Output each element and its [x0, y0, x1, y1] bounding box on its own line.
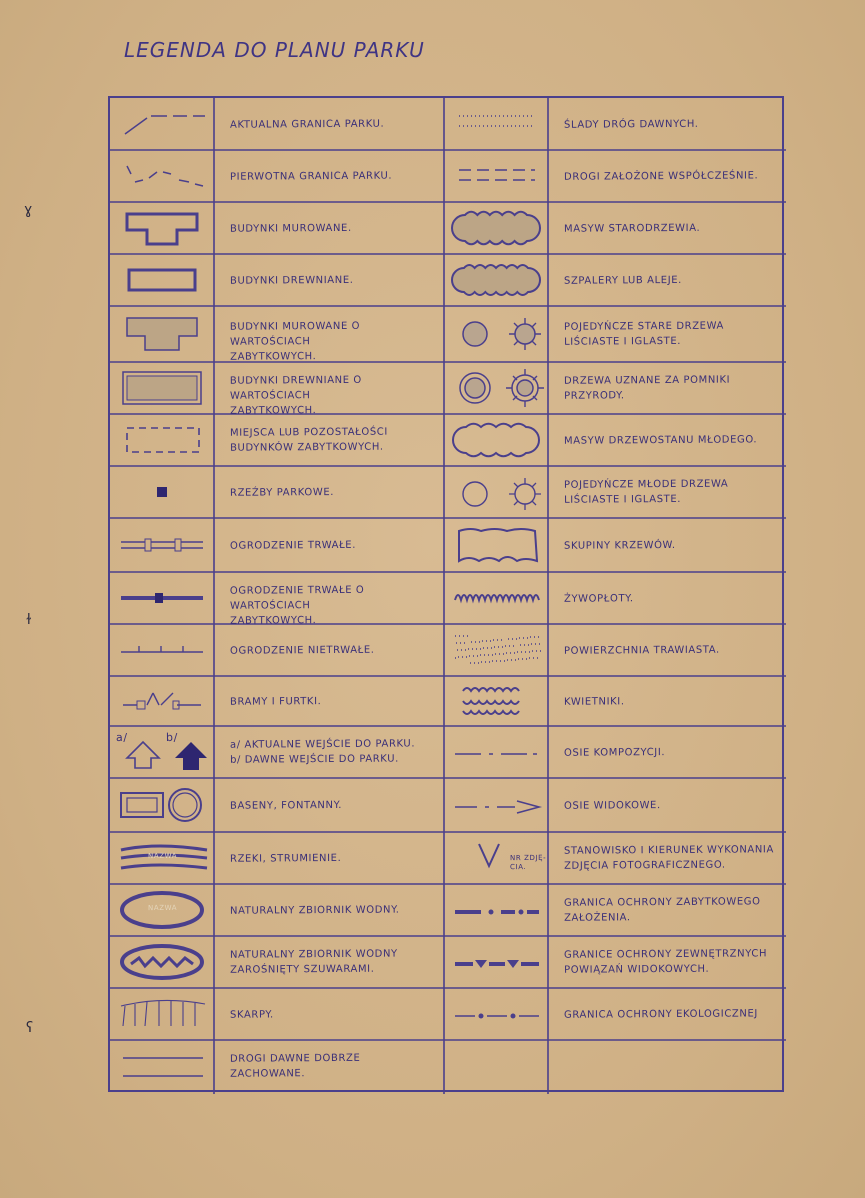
legend-label: BRAMY I FURTKI. — [229, 695, 322, 708]
old-tree-mass-icon — [451, 206, 541, 250]
legend-label: ŚLADY DRÓG DAWNYCH. — [563, 118, 699, 131]
legend-label: MASYW STARODRZEWIA. — [563, 222, 701, 235]
legend-label: BUDYNKI MUROWANE. — [229, 222, 352, 235]
gate-icon — [117, 679, 207, 723]
shrub-group-icon — [451, 523, 541, 567]
symbol-inner-text: NAZWA — [147, 903, 178, 913]
legend-label: POJEDYŃCZE STARE DRZEWA LIŚCIASTE I IGLASTE. — [563, 320, 725, 348]
legend-label: SKUPINY KRZEWÓW. — [563, 539, 676, 552]
empty-icon — [451, 1044, 541, 1088]
old-single-trees-icon — [451, 312, 541, 356]
legend-label: SZPALERY LUB ALEJE. — [563, 274, 682, 287]
legend-label: OGRODZENIE TRWAŁE O WARTOŚCIACH ZABYTKOWYCH. — [229, 584, 365, 627]
legend-label: RZEŹBY PARKOWE. — [229, 486, 335, 499]
legend-label: MIEJSCA LUB POZOSTAŁOŚCI BUDYNKÓW ZABYTKOWYCH. — [229, 426, 388, 454]
symbol-inner-text: NAZWA — [147, 851, 178, 861]
legend-label: BUDYNKI MUROWANE O WARTOŚCIACH ZABYTKOWYCH. — [229, 320, 361, 363]
legend-label: OGRODZENIE TRWAŁE. — [229, 539, 357, 552]
legend-label: GRANICE OCHRONY ZEWNĘTRZNYCH POWIĄZAŃ WIDOKOWYCH. — [563, 948, 768, 976]
old-road-traces-icon — [451, 102, 541, 146]
legend-label: DRZEWA UZNANE ZA POMNIKI PRZYRODY. — [563, 374, 731, 402]
legend-table — [108, 96, 784, 1092]
building-remains-icon — [117, 418, 207, 462]
legend-label: BASENY, FONTANNY. — [229, 799, 343, 812]
entrance-mark: b/ — [165, 730, 178, 745]
legend-label: OSIE KOMPOZYCJI. — [563, 746, 666, 759]
legend-label: AKTUALNA GRANICA PARKU. — [229, 118, 385, 131]
ecological-protection-icon — [451, 992, 541, 1036]
legend-label: NATURALNY ZBIORNIK WODNY ZAROŚNIĘTY SZUWARAMI. — [229, 948, 398, 976]
legend-label: OSIE WIDOKOWE. — [563, 799, 661, 812]
external-view-protection-icon — [451, 940, 541, 984]
legend-label: OGRODZENIE NIETRWAŁE. — [229, 644, 375, 657]
pool-fountain-icon — [117, 783, 207, 827]
legend-label: PIERWOTNA GRANICA PARKU. — [229, 170, 393, 183]
entrance-arrows-icon — [117, 730, 207, 774]
historic-masonry-building-icon — [117, 312, 207, 356]
young-tree-mass-icon — [451, 418, 541, 462]
legend-label: NATURALNY ZBIORNIK WODNY. — [229, 904, 400, 917]
margin-mark: ʕ — [26, 1020, 34, 1036]
legend-label: STANOWISKO I KIERUNEK WYKONANIA ZDJĘCIA FOTOGRAFICZNEGO. — [563, 844, 774, 872]
historic-wooden-building-icon — [117, 366, 207, 410]
permanent-fence-icon — [117, 523, 207, 567]
legend-label: RZEKI, STRUMIENIE. — [229, 852, 342, 865]
legend-label: GRANICA OCHRONY EKOLOGICZNEJ — [563, 1007, 758, 1021]
legend-label: DROGI ZAŁOŻONE WSPÓŁCZEŚNIE. — [563, 169, 759, 183]
historic-fence-icon — [117, 576, 207, 620]
wooden-building-icon — [117, 258, 207, 302]
flowerbed-icon — [451, 679, 541, 723]
view-axis-icon — [451, 783, 541, 827]
legend-label: BUDYNKI DREWNIANE O WARTOŚCIACH ZABYTKOWYCH. — [229, 374, 362, 417]
page-title: LEGENDA DO PLANU PARKU — [124, 38, 425, 62]
legend-label: BUDYNKI DREWNIANE. — [229, 274, 354, 287]
temporary-fence-icon — [117, 628, 207, 672]
young-single-trees-icon — [451, 470, 541, 514]
entrance-mark: a/ — [115, 730, 128, 745]
hedge-icon — [451, 576, 541, 620]
actual-boundary-icon — [117, 102, 207, 146]
legend-label: GRANICA OCHRONY ZABYTKOWEGO ZAŁOŻENIA. — [563, 896, 761, 924]
escarpment-icon — [117, 992, 207, 1036]
overgrown-pond-icon — [117, 940, 207, 984]
original-boundary-icon — [117, 154, 207, 198]
legend-label: ŻYWOPŁOTY. — [563, 592, 634, 605]
legend-label: SKARPY. — [229, 1008, 274, 1021]
legend-label: a/ AKTUALNE WEJŚCIE DO PARKU. b/ DAWNE WEJŚCIE DO PARKU. — [229, 738, 416, 766]
legend-label: POJEDYŃCZE MŁODE DRZEWA LIŚCIASTE I IGLASTE. — [563, 478, 729, 506]
symbol-inner-text: NR ZDJĘ- CIA. — [509, 853, 547, 872]
legend-label: DROGI DAWNE DOBRZE ZACHOWANE. — [229, 1052, 361, 1080]
heritage-protection-icon — [451, 888, 541, 932]
legend-label: MASYW DRZEWOSTANU MŁODEGO. — [563, 433, 758, 447]
lawn-icon — [451, 628, 541, 672]
alley-icon — [451, 258, 541, 302]
modern-roads-icon — [451, 154, 541, 198]
masonry-building-icon — [117, 206, 207, 250]
sculpture-icon — [117, 470, 207, 514]
old-roads-icon — [117, 1044, 207, 1088]
legend-label: KWIETNIKI. — [563, 695, 625, 708]
composition-axis-icon — [451, 730, 541, 774]
margin-mark: ɣ — [24, 202, 33, 218]
monument-trees-icon — [451, 366, 541, 410]
margin-mark: ɫ — [26, 612, 32, 628]
legend-label: POWIERZCHNIA TRAWIASTA. — [563, 644, 720, 657]
